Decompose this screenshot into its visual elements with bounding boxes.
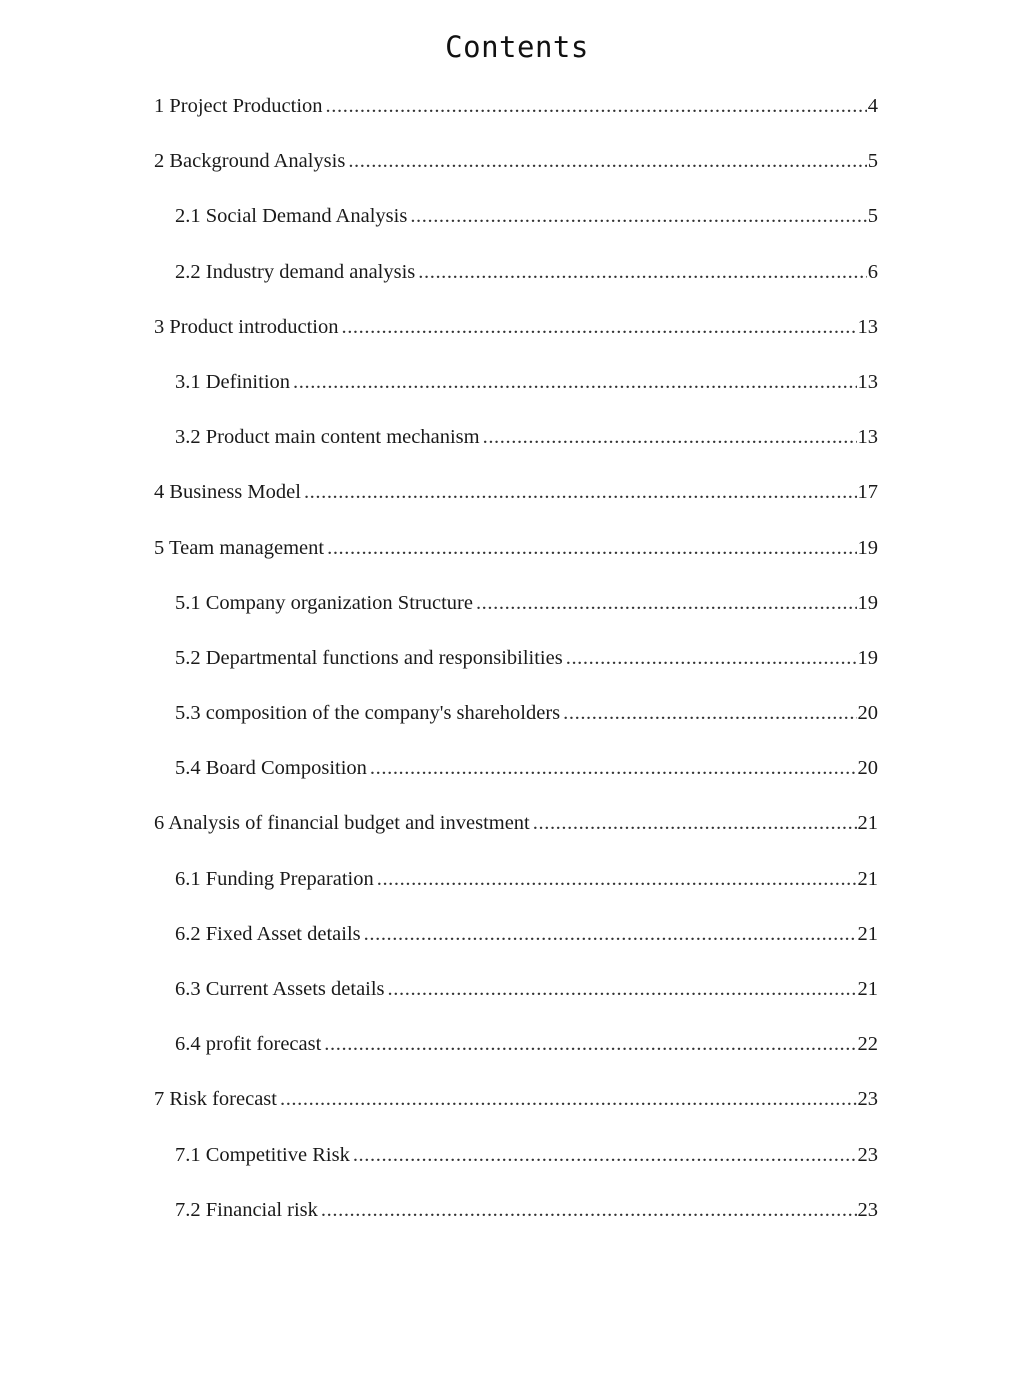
toc-entry-label: 7.1 Competitive Risk: [175, 1143, 350, 1166]
toc-entry-label: 1 Project Production: [154, 95, 323, 117]
toc-entry-label: 6.1 Funding Preparation: [175, 867, 374, 890]
toc-page-number: 21: [857, 978, 878, 1000]
toc-page-number: 21: [857, 812, 878, 835]
dot-leader: [483, 426, 857, 449]
dot-leader: [327, 537, 856, 560]
toc-page-number: 13: [857, 426, 878, 449]
toc-page-number: 22: [857, 1033, 878, 1056]
toc-entry[interactable]: [154, 592, 878, 647]
toc-entry[interactable]: [154, 978, 878, 1033]
toc-entry[interactable]: [154, 1088, 878, 1143]
toc-entry[interactable]: [154, 1144, 878, 1199]
toc-entry[interactable]: [154, 95, 878, 150]
dot-leader: [377, 868, 857, 891]
toc-page-number: 4: [867, 95, 878, 117]
table-of-contents: [154, 95, 878, 1254]
toc-entry-label: 6.2 Fixed Asset details: [175, 922, 361, 945]
dot-leader: [341, 316, 856, 339]
toc-entry-label: 6.3 Current Assets details: [175, 978, 385, 1000]
toc-entry[interactable]: [154, 1033, 878, 1088]
toc-entry[interactable]: [154, 371, 878, 426]
toc-entry[interactable]: [154, 426, 878, 481]
toc-entry-label: 2.2 Industry demand analysis: [175, 260, 416, 283]
dot-leader: [326, 95, 867, 118]
dot-leader: [533, 812, 857, 835]
page-title: Contents: [445, 30, 589, 64]
toc-entry-label: 7.2 Financial risk: [175, 1198, 318, 1221]
toc-entry-label: 3.2 Product main content mechanism: [175, 426, 480, 449]
dot-leader: [280, 1088, 857, 1111]
toc-entry-label: 5.4 Board Composition: [175, 757, 367, 780]
dot-leader: [364, 923, 857, 946]
toc-entry-label: 6.4 profit forecast: [175, 1033, 322, 1056]
toc-page-number: 19: [857, 591, 878, 614]
dot-leader: [566, 647, 857, 670]
toc-entry[interactable]: [154, 205, 878, 260]
toc-entry-label: 3 Product introduction: [154, 315, 339, 338]
dot-leader: [321, 1199, 857, 1222]
toc-page-number: 5: [867, 150, 878, 173]
toc-entry[interactable]: [154, 316, 878, 371]
toc-entry[interactable]: [154, 150, 878, 205]
toc-page-number: 13: [857, 370, 878, 393]
toc-page-number: 21: [857, 867, 878, 890]
toc-entry[interactable]: [154, 812, 878, 867]
toc-entry-label: 2 Background Analysis: [154, 150, 346, 173]
toc-page-number: 20: [857, 702, 878, 725]
toc-entry-label: 5 Team management: [154, 536, 325, 559]
toc-entry-label: 5.2 Departmental functions and responsibilities: [175, 646, 563, 669]
toc-page-number: 5: [867, 205, 878, 228]
toc-entry[interactable]: [154, 647, 878, 702]
toc-page-number: 17: [857, 481, 878, 504]
toc-entry[interactable]: [154, 923, 878, 978]
toc-entry[interactable]: [154, 702, 878, 757]
toc-entry[interactable]: [154, 481, 878, 536]
dot-leader: [324, 1033, 856, 1056]
dot-leader: [304, 481, 857, 504]
toc-page-number: 13: [857, 315, 878, 338]
dot-leader: [410, 205, 866, 228]
dot-leader: [370, 757, 857, 780]
toc-entry[interactable]: [154, 261, 878, 316]
dot-leader: [563, 702, 856, 725]
toc-page-number: 23: [857, 1088, 878, 1111]
toc-entry-label: 5.3 composition of the company's shareholders: [175, 702, 561, 725]
toc-page-number: 6: [867, 260, 878, 283]
dot-leader: [476, 592, 857, 615]
dot-leader: [388, 978, 857, 1001]
toc-entry-label: 3.1 Definition: [175, 370, 291, 393]
dot-leader: [353, 1144, 857, 1167]
toc-page-number: 23: [857, 1198, 878, 1221]
dot-leader: [418, 261, 866, 284]
toc-page-number: 23: [857, 1143, 878, 1166]
toc-entry-label: 4 Business Model: [154, 481, 301, 504]
toc-entry-label: 5.1 Company organization Structure: [175, 591, 473, 614]
toc-entry[interactable]: [154, 537, 878, 592]
dot-leader: [348, 150, 866, 173]
toc-entry[interactable]: [154, 757, 878, 812]
toc-entry-label: 6 Analysis of financial budget and investment: [154, 812, 530, 835]
toc-page-number: 21: [857, 922, 878, 945]
toc-page-number: 19: [857, 646, 878, 669]
dot-leader: [293, 371, 856, 394]
toc-entry-label: 7 Risk forecast: [154, 1088, 277, 1111]
toc-entry[interactable]: [154, 868, 878, 923]
toc-entry-label: 2.1 Social Demand Analysis: [175, 205, 408, 228]
toc-page-number: 19: [857, 536, 878, 559]
toc-page-number: 20: [857, 757, 878, 780]
toc-entry[interactable]: [154, 1199, 878, 1254]
